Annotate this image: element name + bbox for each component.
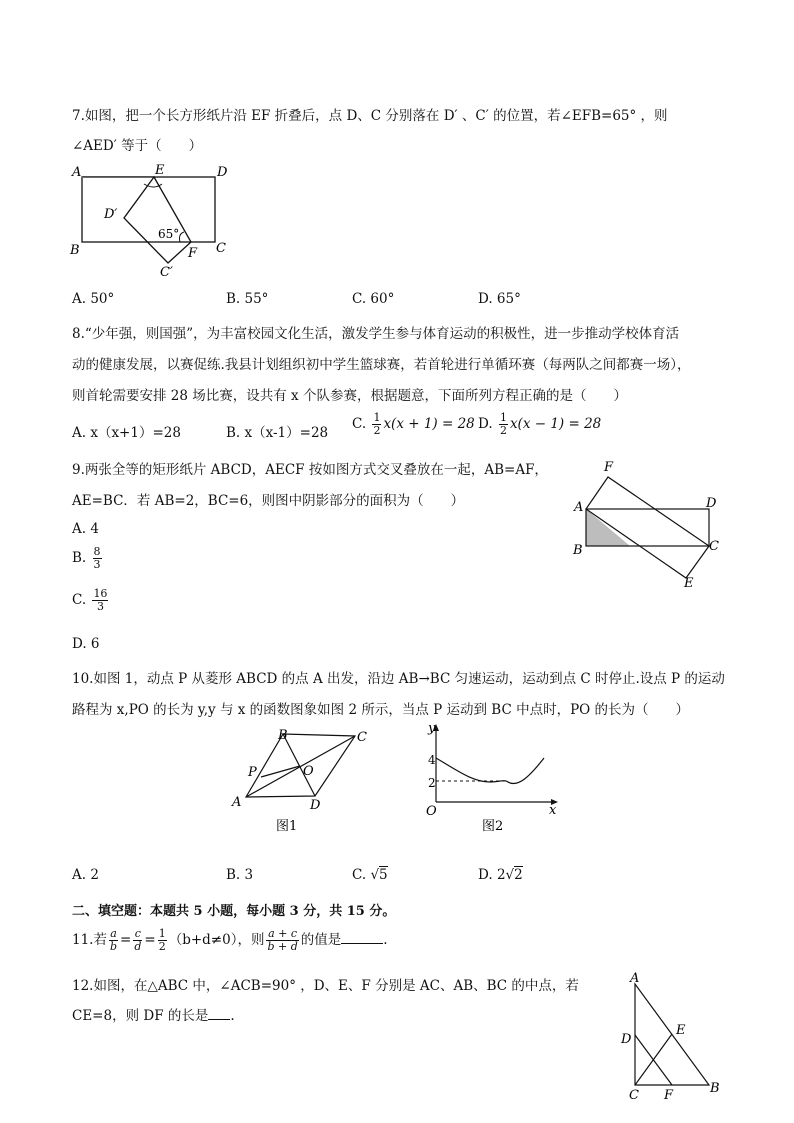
q12-label-e: E — [676, 1023, 686, 1038]
q10-option-c — [352, 867, 388, 883]
q7-option-a: A. 50° — [72, 291, 115, 307]
q7-label-dprime: D′ — [104, 207, 118, 222]
q12-answer-blank[interactable] — [208, 1019, 230, 1020]
q7-angle-label: 65° — [158, 227, 180, 241]
q10-diagonal-ac — [246, 736, 355, 797]
q10-segment-po — [261, 766, 300, 777]
q7-folded-part — [124, 177, 191, 263]
q10-option-d-radicand: 2 — [514, 867, 523, 883]
q12-label-f: F — [664, 1088, 674, 1103]
q9-label-a: A — [574, 500, 584, 515]
q11-frac1-den: b — [109, 940, 118, 953]
q10-option-d-letter: D. — [478, 867, 493, 883]
q10-option-a: A. 2 — [72, 867, 99, 883]
q7-option-c: C. 60° — [352, 291, 395, 307]
q7-label-b: B — [70, 243, 80, 258]
q8-option-d — [478, 412, 601, 437]
q10-option-c-letter: C. — [352, 867, 367, 883]
q12-label-a: A — [630, 971, 640, 986]
q10-fig1-label-c: C — [357, 730, 367, 745]
q10-option-d — [478, 867, 523, 883]
q10-fig2-label-y: y — [428, 721, 436, 736]
q7-figure — [66, 160, 246, 285]
q10-stem-line2: 路程为 x,PO 的长为 y,y 与 x 的函数图象如图 2 所示，当点 P 运动到 BC 中点时，PO 的长为（ ） — [72, 702, 690, 718]
q11-frac2-den: d — [134, 940, 142, 953]
q11-frac1-num: a — [110, 927, 117, 940]
section-2-heading: 二、填空题：本题共 5 小题，每小题 3 分，共 15 分。 — [72, 904, 396, 919]
q10-figure-2 — [418, 716, 568, 836]
q10-fig1-label-b: B — [278, 728, 288, 743]
q10-stem-line1: 10.如图 1，动点 P 从菱形 ABCD 的点 A 出发，沿边 AB→BC 匀速运动，运动到点 C 时停止.设点 P 的运动 — [72, 671, 725, 687]
q8-option-d-num: 1 — [499, 411, 507, 424]
q10-fig1-label-d: D — [310, 798, 321, 813]
radical-icon: √ — [370, 867, 380, 883]
q9-option-b-num: 8 — [93, 545, 101, 558]
q8-option-c-den: 2 — [373, 424, 381, 437]
q7-stem-line1: 7.如图，把一个长方形纸片沿 EF 折叠后，点 D、C 分别落在 D′ 、C′ 的位置，若∠EFB=65° ，则 — [72, 108, 668, 124]
q8-option-c-letter: C. — [352, 416, 367, 432]
q9-option-b-den: 3 — [93, 558, 101, 571]
q11-frac4-num: a + c — [268, 927, 298, 940]
q10-option-c-radicand: 5 — [379, 867, 388, 883]
q7-label-a: A — [72, 165, 82, 180]
q12-stem-prefix: CE=8，则 DF 的长是 — [72, 1008, 209, 1024]
q9-shaded-region — [586, 509, 630, 546]
q9-option-c — [72, 588, 110, 613]
q8-stem-line1: 8.“少年强，则国强”，为丰富校园文化生活，激发学生参与体育运动的积极性，进一步推动学校体育活 — [72, 326, 680, 342]
q10-fig1-label-o: O — [303, 764, 314, 779]
q12-stem-line2 — [72, 1004, 235, 1024]
q9-label-b: B — [573, 543, 583, 558]
q9-figure — [568, 456, 728, 591]
q11-frac2-num: c — [134, 927, 141, 940]
q8-option-d-letter: D. — [478, 416, 493, 432]
q7-option-b: B. 55° — [226, 291, 269, 307]
q8-option-c — [352, 412, 475, 437]
q10-fig1-caption: 图1 — [276, 819, 298, 834]
q9-option-a: A. 4 — [72, 521, 99, 537]
q7-label-c: C — [216, 241, 226, 256]
q9-stem-line1: 9.两张全等的矩形纸片 ABCD，AECF 按如图方式交叉叠放在一起，AB=AF， — [72, 462, 548, 478]
q10-option-b: B. 3 — [226, 867, 254, 883]
radical-icon: √ — [505, 867, 515, 883]
q10-fig2-tick-2: 2 — [428, 776, 436, 790]
q7-option-d: D. 65° — [478, 291, 521, 307]
q12-end: . — [230, 1008, 235, 1024]
q10-fig2-label-x: x — [549, 803, 557, 818]
q9-label-f: F — [604, 460, 614, 475]
q12-label-b: B — [710, 1081, 720, 1096]
q9-option-c-letter: C. — [72, 592, 87, 608]
q11-frac3-den: 2 — [158, 940, 166, 953]
q10-option-d-coef: 2 — [496, 867, 506, 883]
q11-condition: （b+d≠0），则 — [168, 932, 265, 948]
q10-figure-1 — [226, 724, 376, 836]
q9-option-d: D. 6 — [72, 636, 100, 652]
q10-fig2-tick-4: 4 — [428, 753, 436, 767]
q12-label-d: D — [621, 1032, 632, 1047]
q7-stem-line2: ∠AED′ 等于（ ） — [72, 138, 203, 154]
q11-prefix: 11.若 — [72, 932, 107, 948]
q9-label-d: D — [706, 496, 717, 511]
q8-stem-line2: 动的健康发展，以赛促练.我县计划组织初中学生篮球赛，若首轮进行单循环赛（每两队之间都赛一场）， — [72, 357, 691, 373]
q8-option-c-expr: x(x + 1) = 28 — [383, 416, 475, 432]
q9-option-c-den: 3 — [96, 600, 104, 613]
q9-option-b-letter: B. — [72, 550, 87, 566]
q10-fig1-label-p: P — [248, 765, 257, 780]
q8-option-c-num: 1 — [373, 411, 381, 424]
q11-answer-blank[interactable] — [341, 943, 383, 944]
q7-label-d: D — [217, 165, 228, 180]
q10-function-curve — [436, 758, 544, 784]
q8-stem-line3: 则首轮需要安排 28 场比赛，设共有 x 个队参赛，根据题意，下面所列方程正确的是（ ） — [72, 388, 627, 404]
q8-option-a: A. x（x+1）=28 — [72, 425, 181, 441]
q11-frac4-den: b + d — [267, 940, 298, 953]
q8-option-d-den: 2 — [499, 424, 507, 437]
q7-label-e: E — [155, 163, 165, 178]
q10-fig1-label-a: A — [232, 795, 242, 810]
q11-frac3-num: 1 — [158, 927, 166, 940]
q9-label-e: E — [684, 576, 694, 591]
q9-option-c-num: 16 — [93, 587, 108, 600]
q9-stem-line2: AE=BC．若 AB=2，BC=6，则图中阴影部分的面积为（ ） — [72, 493, 465, 509]
q11-stem — [72, 928, 388, 953]
q9-option-b — [72, 546, 104, 571]
q12-stem-line1: 12.如图，在△ABC 中，∠ACB=90° ，D、E、F 分别是 AC、AB、BC 的中点，若 — [72, 978, 579, 994]
q8-option-d-expr: x(x − 1) = 28 — [509, 416, 602, 432]
q10-fig2-label-o: O — [426, 804, 437, 819]
q11-end: . — [383, 932, 388, 948]
q12-label-c: C — [629, 1088, 639, 1103]
q11-suffix: 的值是 — [300, 932, 342, 948]
q7-label-cprime: C′ — [160, 265, 173, 280]
q7-rectangle — [82, 177, 215, 242]
q9-label-c: C — [709, 539, 719, 554]
q12-figure — [616, 968, 726, 1103]
q8-option-b: B. x（x-1）=28 — [226, 425, 329, 441]
q10-fig2-caption: 图2 — [482, 819, 504, 834]
q7-label-f: F — [188, 246, 198, 261]
q7-angle-arc-f — [180, 232, 185, 242]
q11-eq1: = — [120, 932, 132, 948]
q11-eq2: = — [144, 932, 156, 948]
